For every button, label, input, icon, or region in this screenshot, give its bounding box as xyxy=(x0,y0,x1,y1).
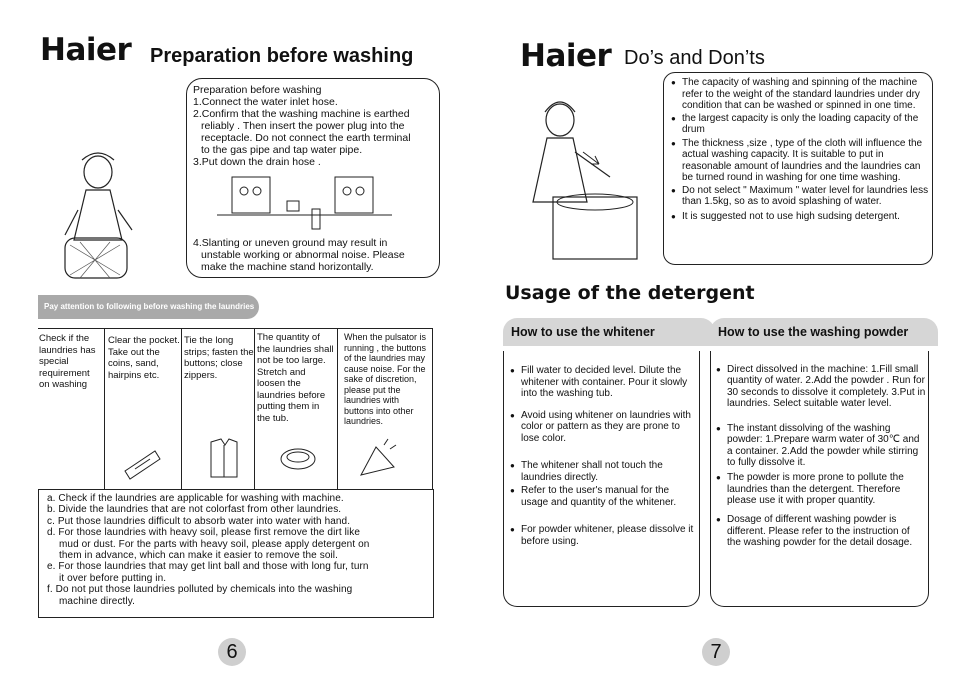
powder-header: How to use the washing powder xyxy=(710,318,938,346)
table-cell-check: Check if the laundries has special requirement on washing xyxy=(39,333,96,390)
powder-item: ● Direct dissolved in the machine: 1.Fill small quantity of water. 2.Add the powder . Run for 30 seconds to dissolve it completely. 3.Put in laundries. Select suitable water level. xyxy=(714,364,926,409)
prep-line: reliably . Then insert the power plug into the xyxy=(201,120,405,132)
preparation-table xyxy=(38,328,433,490)
powder-item: ● Dosage of different washing powder is different. Please refer to the instruction of the washing powder for the detail dosage. xyxy=(714,514,926,548)
preparation-box xyxy=(186,78,440,278)
haier-logo-left: Haier xyxy=(40,32,132,68)
housewife-illustration xyxy=(60,150,140,285)
note-line: c. Put those laundries difficult to absorb water into water with hand. xyxy=(47,515,351,527)
powder-item: ● The instant dissolving of the washing powder: 1.Prepare warm water of 30℃ and a container. 2.Add the powder while stirring to fully dissolve it. xyxy=(714,423,926,468)
table-cell-pulsator: When the pulsator is running , the buttons of the laundries may cause noise. For the sake of discretion, please put the laundries with buttons into other laundries. xyxy=(344,332,427,426)
prep-line: 4.Slanting or uneven ground may result in xyxy=(193,237,388,249)
whitener-item: ● Refer to the user's manual for the usage and quantity of the whitener. xyxy=(508,485,696,508)
note-line: a. Check if the laundries are applicable for washing with machine. xyxy=(47,493,344,504)
prep-line: Preparation before washing xyxy=(193,84,322,96)
table-cell-pocket: Clear the pocket. Take out the coins, sand, hairpins etc. xyxy=(108,335,180,381)
prep-line: to the gas pipe and tap water pipe. xyxy=(201,144,363,156)
whitener-item: ● Avoid using whitener on laundries with color or pattern as they are prone to lose color. xyxy=(508,410,696,445)
dos-item: ● The thickness ,size , type of the cloth will influence the actual washing capacity. It is suitable to put in reasonable amount of laundries and the laundries can be turned round in washing for one time washing. xyxy=(669,138,931,184)
whitener-item: ● The whitener shall not touch the laundries directly. xyxy=(508,460,696,483)
woman-loading-machine-illustration xyxy=(515,92,645,262)
noise-buttons-icon xyxy=(356,437,401,479)
whitener-header: How to use the whitener xyxy=(503,318,715,346)
prep-line: 3.Put down the drain hose . xyxy=(193,156,321,168)
table-cell-quantity: The quantity of the laundries shall not be too large. Stretch and loosen the laundries before putting them in the tub. xyxy=(257,332,334,424)
usage-title: Usage of the detergent xyxy=(505,282,755,304)
note-line: machine directly. xyxy=(59,595,135,607)
dos-item: ● The capacity of washing and spinning of the machine refer to the weight of the standard laundries under dry condition that can be washed or spinned in one time. xyxy=(669,77,931,112)
prep-line: receptacle. Do not connect the earth terminal xyxy=(201,132,411,144)
note-line: mud or dust. For the parts with heavy soil, please apply detergent on xyxy=(59,538,370,550)
whitener-item: ● Fill water to decided level. Dilute the whitener with container. Pour it slowly into the washing tub. xyxy=(508,365,696,400)
note-line: d. For those laundries with heavy soil, please first remove the dirt like xyxy=(47,527,360,539)
prep-line: make the machine stand horizontally. xyxy=(201,261,374,273)
attention-banner: Pay attention to following before washing the laundries xyxy=(38,295,259,319)
haier-logo-right: Haier xyxy=(520,38,612,74)
washing-machine-illustration xyxy=(217,171,397,231)
whitener-box xyxy=(503,351,700,607)
table-cell-tie: Tie the long strips; fasten the buttons; close zippers. xyxy=(184,335,254,381)
note-line: them in advance, which can make it easier to remove the soil. xyxy=(59,550,339,562)
prep-line: 1.Connect the water inlet hose. xyxy=(193,96,338,108)
page-title-preparation: Preparation before washing xyxy=(150,45,414,67)
dos-donts-box xyxy=(663,72,933,265)
page-title-dos-donts: Do’s and Don’ts xyxy=(624,47,765,69)
whitener-item: ● For powder whitener, please dissolve it before using. xyxy=(508,524,696,547)
powder-box xyxy=(710,351,929,607)
note-line: e. For those laundries that may get lint ball and those with long fur, turn xyxy=(47,561,369,573)
note-line: b. Divide the laundries that are not colorfast from other laundries. xyxy=(47,504,342,516)
dos-item: ● It is suggested not to use high sudsing detergent. xyxy=(669,211,931,223)
page-number-left: 6 xyxy=(218,638,246,666)
dos-item: ● Do not select " Maximum " water level for laundries less than 1.5kg, so as to avoid splashing of water. xyxy=(669,185,931,208)
note-line: f. Do not put those laundries polluted by chemicals into the washing xyxy=(47,584,353,596)
pocket-icon xyxy=(120,441,165,481)
folded-laundry-icon xyxy=(278,444,318,474)
prep-line: 2.Confirm that the washing machine is earthed xyxy=(193,108,410,120)
shirt-icon xyxy=(203,437,243,479)
powder-item: ● The powder is more prone to pollute the laundries than the detergent. Therefore please use it with proper quantity. xyxy=(714,472,926,506)
dos-item: ● the largest capacity is only the loading capacity of the drum xyxy=(669,113,931,136)
prep-line: unstable working or abnormal noise. Please xyxy=(201,249,405,261)
note-line: it over before putting in. xyxy=(59,572,167,584)
page-number-right: 7 xyxy=(702,638,730,666)
washing-notes xyxy=(38,489,434,618)
